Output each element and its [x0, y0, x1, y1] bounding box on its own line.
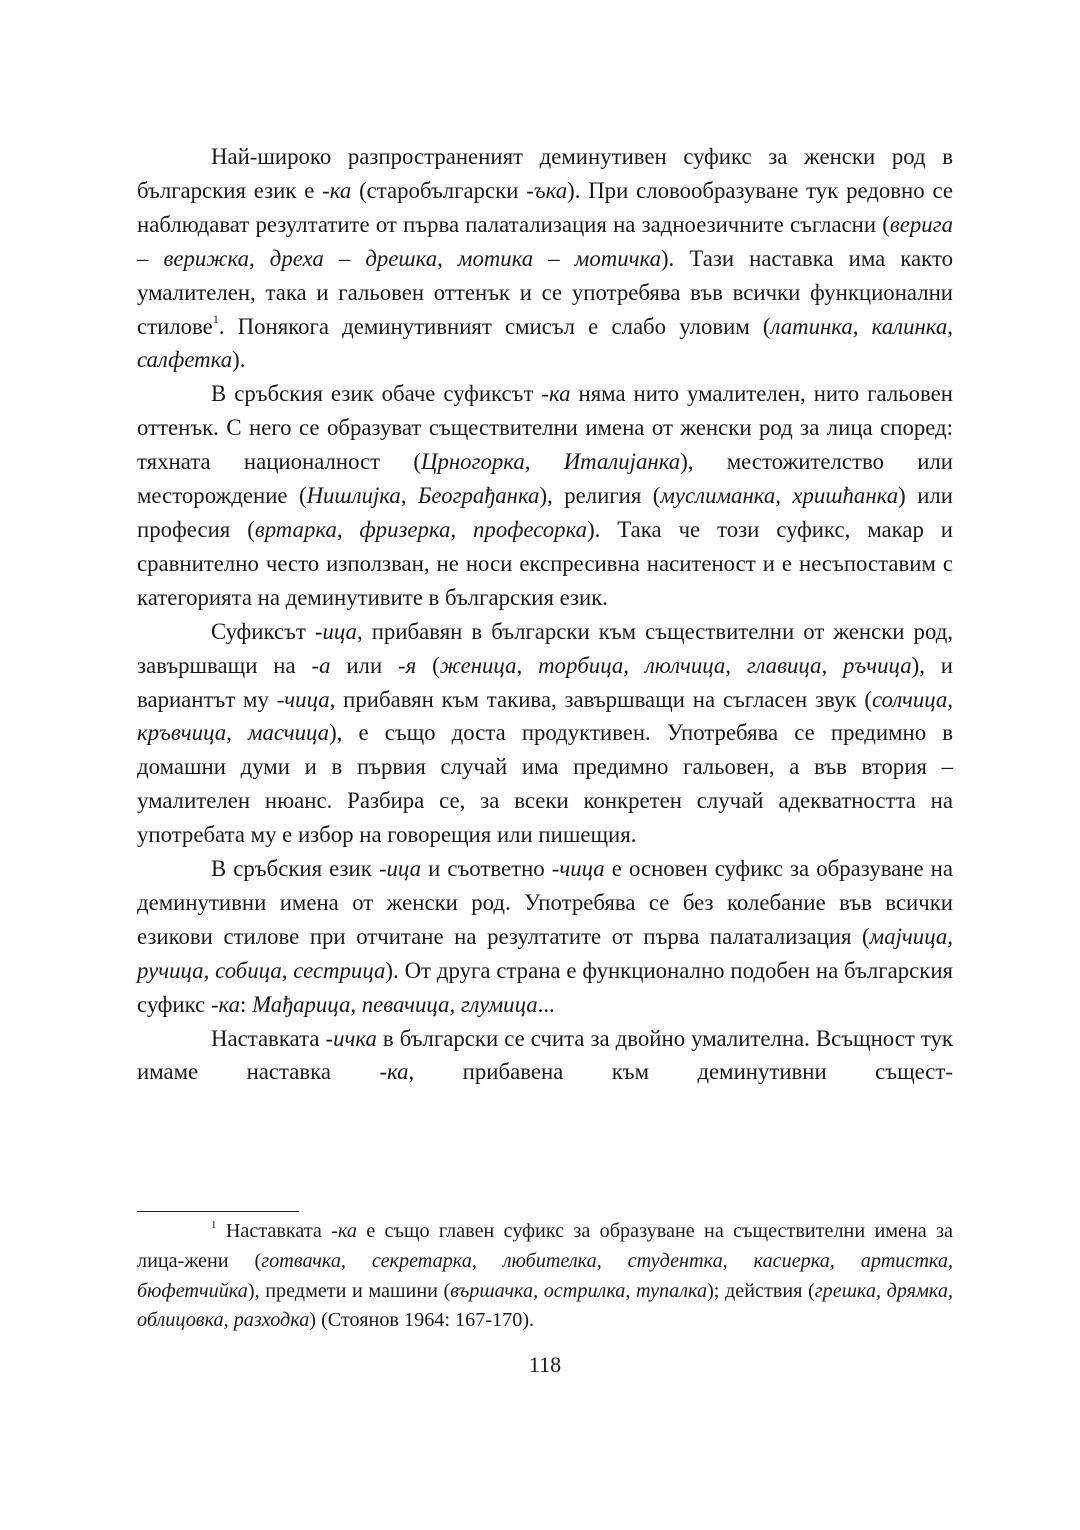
- italic-example: латинка, калинка, салфетка: [137, 313, 953, 373]
- text-run: ).: [232, 347, 246, 373]
- paragraph: [137, 1022, 953, 1090]
- italic-example: муслиманка, хришћанка: [660, 483, 899, 509]
- text-run: или: [330, 652, 399, 678]
- italic-example: -ка: [331, 1220, 357, 1242]
- footnotes: [137, 1217, 953, 1336]
- text-run: ) (Стоянов 1964: 167-170).: [309, 1309, 535, 1332]
- text-run: ), и вариантът му: [137, 652, 953, 712]
- text-run: Наставката: [211, 1025, 326, 1051]
- italic-example: -а: [311, 652, 331, 678]
- main-text: [137, 140, 953, 1089]
- text-run: Наставката: [216, 1220, 332, 1242]
- text-run: ), е също доста продуктивен. Употребява се предимно в домашни думи и в първия случай има предимно гальовен, а във втория – умалителен нюанс. Разбира се, за всеки конкретен случай адекватността на употребата му е избор на говорещия или пишещия.: [137, 720, 954, 848]
- italic-example: мајчица, ручица, собица, сестрица: [137, 923, 953, 983]
- paragraph: [137, 852, 953, 1022]
- text-run: ), предмети и машини (: [247, 1279, 451, 1302]
- italic-example: Нишлијка, Београђанка: [306, 483, 540, 509]
- text-run: ), местожителство или месторождение (: [137, 449, 953, 509]
- paragraph: [137, 615, 953, 852]
- text-run: , прибавян в български към съществителни от женски род, завършващи на: [137, 618, 953, 678]
- text-run: ). Така че този суфикс, макар и сравнително често използван, не носи експресивна наситеност и е несъпоставим с категорията на деминутивите в българския език.: [137, 516, 953, 610]
- page-number: 118: [528, 1352, 562, 1377]
- paragraph: [137, 377, 953, 614]
- italic-example: солчица, кръвчица, масчица: [137, 686, 954, 746]
- text-run: , прибавена към деминутивни същест-: [408, 1059, 953, 1085]
- text-run: ). От друга страна е функционално подобен на българския суфикс: [137, 957, 954, 1017]
- text-run: няма нито умалителен, нито гальовен оттенък. С него се образуват съществителни имена от женски род за лица според: тяхната националност (: [137, 381, 953, 475]
- text-run: ...: [537, 991, 555, 1017]
- footnote-marker: 1: [212, 311, 219, 326]
- text-run: (: [416, 652, 440, 678]
- text-run: и съответно: [421, 856, 552, 882]
- text-run: ). Тази наставка има както умалителен, така и гальовен оттенък и се употребява във всички функционални стилове: [137, 245, 953, 339]
- text-run: в български се счита за двойно умалителна. Всъщност тук имаме наставка: [137, 1025, 954, 1085]
- paragraph: [137, 140, 953, 377]
- italic-example: готвачка, секретарка, любителка, студентка, касиерка, артистка, бюфетчийка: [137, 1249, 953, 1302]
- italic-example: -ка: [210, 991, 241, 1017]
- italic-example: -ка: [322, 177, 352, 203]
- text-run: ) или професия (: [137, 483, 953, 542]
- italic-example: -ичка: [325, 1025, 377, 1051]
- footnote-marker: 1: [211, 1219, 217, 1232]
- text-run: , прибавян към такива, завършващи на съгласен звук (: [329, 686, 872, 712]
- italic-example: -ка: [541, 381, 571, 407]
- italic-example: Мађарица, певачица, глумица: [252, 991, 538, 1017]
- text-run: ). При словообразуване тук редовно се наблюдават резултатите от първа палатализация на задноезичните съгласни (: [137, 177, 953, 237]
- italic-example: -я: [398, 652, 417, 678]
- italic-example: вършачка, острилка, тупалка: [450, 1279, 708, 1302]
- text-run: В сръбския език обаче суфиксът: [211, 381, 542, 407]
- italic-example: -чица: [551, 856, 605, 882]
- italic-example: Црногорка, Италијанка: [421, 449, 681, 475]
- text-run: е основен суфикс за образуване на деминутивни имена от женски род. Употребява се без колебание във всички езикови стилове при отчитане на резултатите от първа палатализация (: [137, 856, 953, 949]
- italic-example: -ица: [378, 856, 422, 882]
- italic-example: -ица: [314, 618, 357, 644]
- text-run: ); действия (: [707, 1279, 815, 1302]
- text-run: (старобългарски: [351, 177, 527, 203]
- text-run: Суфиксът: [211, 618, 315, 644]
- italic-example: -чица: [276, 686, 330, 712]
- italic-example: вртарка, фризерка, професорка: [254, 516, 588, 542]
- text-run: . Понякога деминутивният смисъл е слабо уловим (: [218, 313, 771, 339]
- italic-example: -ка: [379, 1059, 409, 1085]
- footnote: [137, 1217, 953, 1336]
- italic-example: -ъка: [526, 177, 568, 203]
- footnote-separator: [137, 1211, 299, 1212]
- italic-example: женица, торбица, люлчица, главица, ръчица: [439, 652, 912, 678]
- text-run: :: [240, 991, 253, 1017]
- text-run: В сръбския език: [211, 856, 379, 882]
- text-run: Най-широко разпространеният деминутивен суфикс за женски род в българския език е: [137, 144, 953, 203]
- text-run: е също главен суфикс за образуване на съществителни имена за лица-жени (: [137, 1220, 953, 1272]
- text-run: ), религия (: [539, 483, 661, 509]
- italic-example: грешка, дрямка, облицовка, разходка: [137, 1279, 953, 1332]
- italic-example: верига – верижка, дреха – дрешка, мотика – мотичка: [137, 211, 953, 271]
- page-body: [137, 140, 953, 1089]
